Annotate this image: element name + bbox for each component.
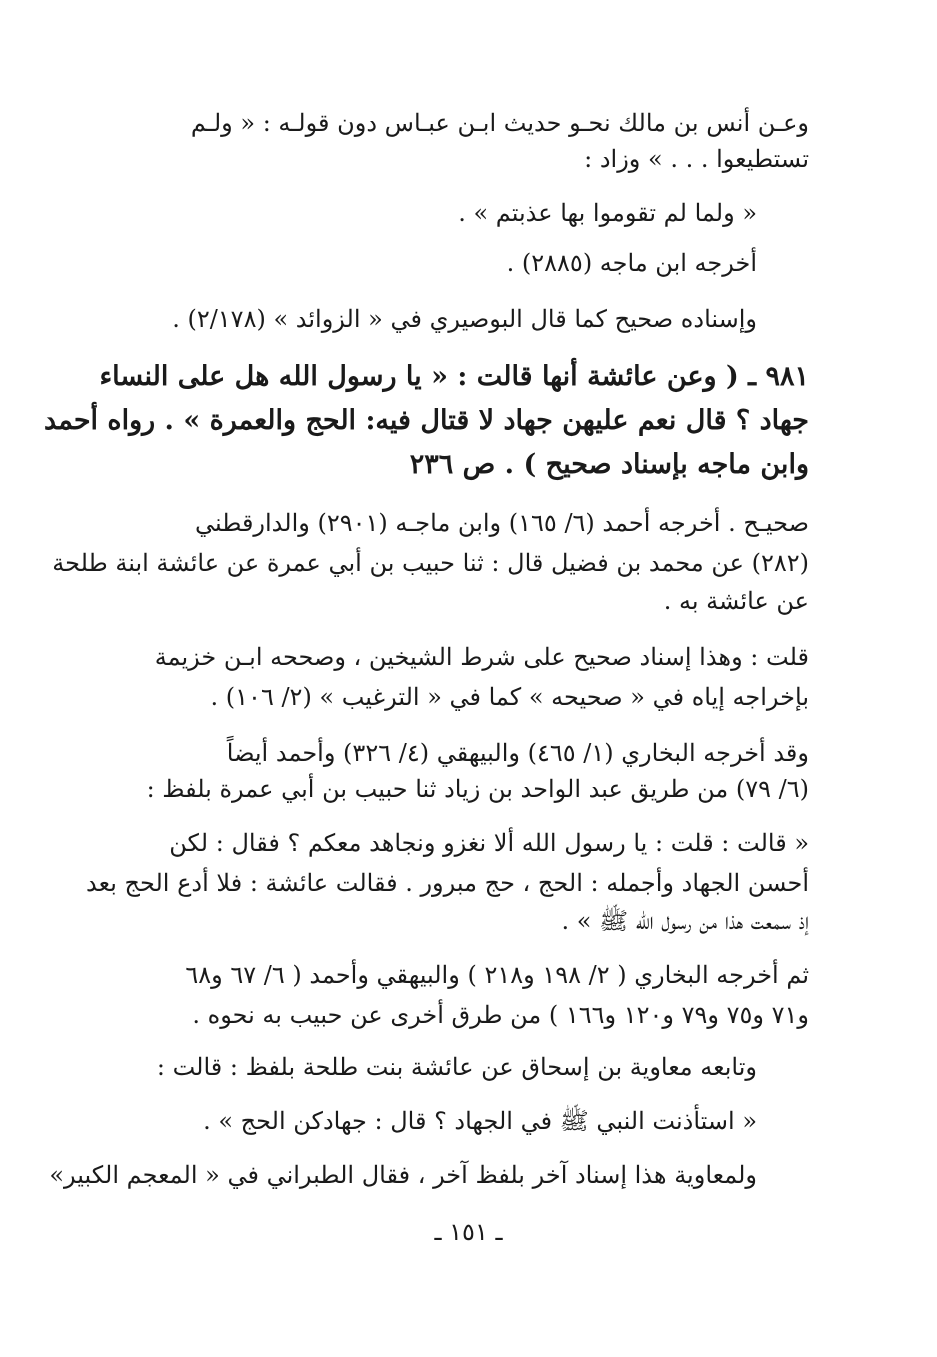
text-line: (٢٨٢) عن محمد بن فضيل قال : ثنا حبيب بن أبي عمرة عن عائشة ابنة طلحة: [52, 549, 809, 577]
text-line: « قالت : قلت : يا رسول الله ألا نغزو ونجاهد معكم ؟ فقال : لكن: [169, 829, 809, 857]
text-line: أحسن الجهاد وأجمله : الحج ، حج مبرور . فقالت عائشة : فلا أدع الحج بعد: [86, 869, 809, 897]
text-line: ثم أخرجه البخاري ( ٢/ ١٩٨ و٢١٨ ) والبيهقي وأحمد ( ٦/ ٦٧ و٦٨: [185, 961, 809, 989]
hadith-text-line: وابن ماجه بإسناد صحيح ) . ص ٢٣٦: [409, 449, 809, 480]
text-line: « ولما لم تقوموا بها عذبتم » .: [458, 199, 757, 227]
hadith-text-line: ٩٨١ ـ ( وعن عائشة أنها قالت : « يا رسول الله هل على النساء: [99, 361, 809, 392]
text-line: وتابعه معاوية بن إسحاق عن عائشة بنت طلحة بلفظ : قالت :: [156, 1053, 757, 1081]
text-line: ولمعاوية هذا إسناد آخر بلفظ آخر ، فقال الطبراني في « المعجم الكبير»: [49, 1161, 757, 1189]
text-line: و٧١ و٧٥ و٧٩ و١٢٠ و١٦٦ ) من طرق أخرى عن حبيب به نحوه .: [192, 1001, 809, 1029]
text-line: وعـن أنس بن مالك نحـو حديث ابـن عبـاس دون قولـه : « ولـم: [190, 109, 809, 137]
text-line: تستطيعوا . . . » وزاد :: [584, 145, 809, 173]
text-line: أخرجه ابن ماجه (٢٨٨٥) .: [506, 249, 757, 277]
text-line: بإخراجه إياه في « صحيحه » كما في « الترغيب » (٢/ ١٠٦) .: [210, 683, 809, 711]
text-line: « استأذنت النبي ﷺ في الجهاد ؟ قال : جهادكن الحج » .: [203, 1107, 757, 1135]
text-line: إذ سمعت هذا من رسول الله ﷺ » .: [561, 907, 809, 935]
text-line: عن عائشة به .: [663, 587, 809, 615]
text-line: (٦/ ٧٩) من طريق عبد الواحد بن زياد ثنا حبيب بن أبي عمرة بلفظ :: [146, 775, 809, 803]
hadith-text-line: جهاد ؟ قال نعم عليهن جهاد لا قتال فيه: الحج والعمرة » . رواه أحمد: [44, 405, 809, 436]
text-line: وقد أخرجه البخاري (١/ ٤٦٥) والبيهقي (٤/ ٣٢٦) وأحمد أيضاً: [226, 739, 809, 767]
page-number: ـ ١٥١ ـ: [434, 1218, 503, 1246]
text-line: قلت : وهذا إسناد صحيح على شرط الشيخين ، وصححه ابـن خزيمة: [154, 643, 809, 671]
text-line: صحيـح . أخرجه أحمد (٦/ ١٦٥) وابن ماجـه (٢٩٠١) والدارقطني: [195, 509, 809, 537]
text-line: وإسناده صحيح كما قال البوصيري في « الزوائد » (٢/١٧٨) .: [172, 305, 757, 333]
